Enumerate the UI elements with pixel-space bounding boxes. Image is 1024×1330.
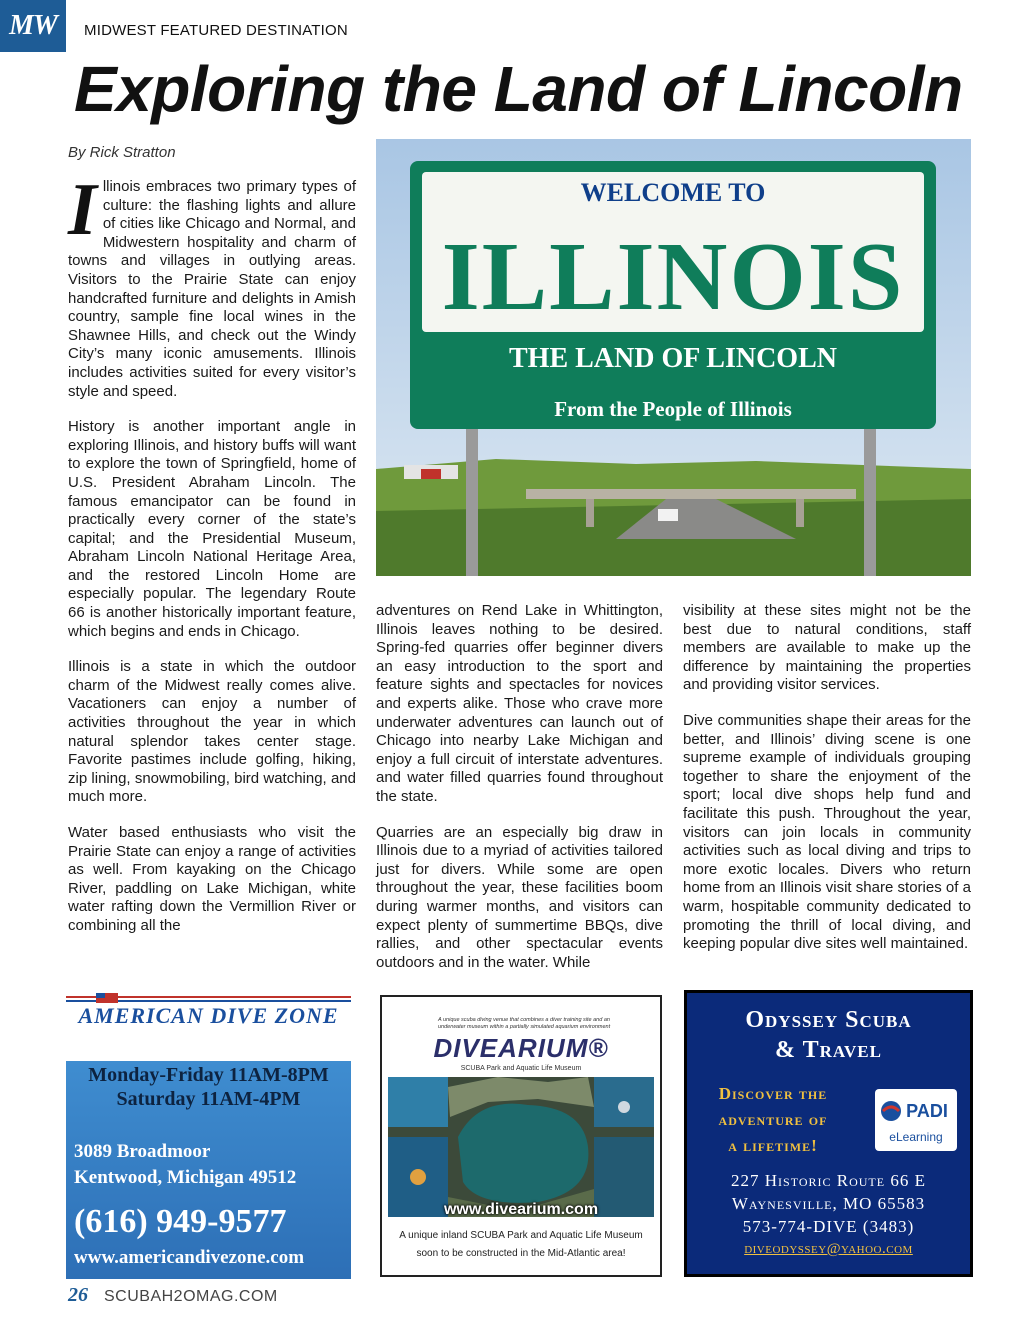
odyssey-scuba-ad[interactable] [684,990,973,1277]
hours-saturday: Saturday 11AM-4PM [116,1088,301,1110]
ad-website-link[interactable]: www.americandivezone.com [74,1247,305,1268]
bridge-pillar [796,499,804,527]
ad-phone: 573-774-DIVE (3483) [742,1217,915,1236]
padi-text: PADI [906,1101,948,1121]
address-city: Kentwood, Michigan 49512 [74,1167,297,1188]
article-paragraph [68,169,356,401]
article-column-3 [683,602,971,971]
ad-email-link[interactable]: diveodyssey@yahoo.com [744,1241,913,1257]
article-paragraph: Dive communities shape their areas for the better, and Illinois’ diving scene is one supreme example of individuals grouping together to share the enjoyment of the sport; local dive shops help fund and facilitate this push. Throughout the year, visitors can join locals in community activities such as local diving and trips to more exotic locales. Divers who return home from an Illinois visit share stories of a warm, hospitable community dedicated to promoting the thrill of local diving, and keeping popular dive sites well maintained. [683,711,971,953]
illinois-sign-photo [376,139,971,576]
ad-hours [66,1063,351,1111]
sign-text-lincoln: THE LAND OF LINCOLN [508,343,838,374]
sign-text-people: From the People of Illinois [554,397,792,421]
american-dive-zone-ad[interactable] [66,993,351,1279]
article-paragraph: Quarries are an especially big draw in Illinois due to a myriad of activities tailored just for divers. While some are open throughout the year, these facilities boom during warmer months, and visitors can expect plenty of summertime BBQs, dive rallies, and other spectacular events outdoors and in the water. While [376,823,663,971]
ad-brand [687,1005,970,1065]
sign-text-state: ILLINOIS [441,223,905,331]
article-paragraph: Water based enthusiasts who visit the Prairie State can enjoy a range of activities as well. From kayaking on the Chicago River, paddling on Lake Michigan, white water rafting down the Vermillion River or combining all the [68,824,356,934]
tagline-line: adventure of [718,1110,828,1129]
brand-line: & Travel [775,1037,882,1063]
ad-phone: (616) 949-9577 [74,1203,287,1240]
sign-post-right [864,409,876,576]
hours-weekday: Monday-Friday 11AM-8PM [88,1064,329,1086]
quarry-collage-image [388,1077,654,1217]
collage-tile [388,1077,448,1127]
article-paragraph: History is another important angle in exploring Illinois, and history buffs will want to explore the town of Springfield, home of U.S. President Abraham Lincoln. The famous emancipator can be found in practically every corner of the state’s capital; and the Presidential Museum, Abraham Lincoln National Heritage Area, and the restored Lincoln Home are especially popular. The legendary Route 66 is another historically important feature, which begins and ends in Chicago. [68,418,356,640]
sign-post-left [466,409,478,576]
flag-stripe-icon [66,993,351,1003]
coral [410,1169,426,1185]
ad-tagline [703,1081,843,1159]
ad-tagline: A unique scuba diving venue that combines a diver training site and an underwater museum within a partially simulated aquarium environment [438,1017,611,1030]
flag-canton [96,993,105,998]
bridge-pillar [586,499,594,527]
caption-line: soon to be constructed in the Mid-Atlantic area! [416,1248,626,1259]
brand-line: Odyssey Scuba [745,1007,912,1033]
article-title: Exploring the Land of Lincoln [74,53,963,125]
address-street: 3089 Broadmoor [74,1141,211,1162]
section-label: MIDWEST FEATURED DESTINATION [84,22,348,39]
padi-icon [875,1089,957,1151]
padi-logo [875,1089,957,1151]
drop-cap: I [68,169,97,251]
diver [618,1101,630,1113]
ad-address [74,1139,349,1191]
quarry-illustration [388,1077,654,1217]
divearium-logo: DIVEARIUM® [433,1033,609,1063]
byline: By Rick Stratton [68,144,176,161]
page-number: 26 [68,1284,88,1306]
address-city: Waynesville, MO 65583 [731,1194,926,1213]
truck [658,509,678,521]
tagline-line: Discover the [718,1084,828,1103]
divearium-ad[interactable] [380,995,662,1277]
address-street: 227 Historic Route 66 E [731,1171,926,1190]
article-column-2 [376,602,663,989]
elearning-text: eLearning [889,1130,943,1144]
truck-cab [421,469,441,479]
sign-text-welcome: WELCOME TO [580,178,766,207]
footer-site: SCUBAH2OMAG.COM [104,1288,278,1305]
article-column-1 [68,169,356,953]
ad-address [687,1169,970,1238]
ad-subtitle: SCUBA Park and Aquatic Life Museum [460,1065,582,1072]
article-paragraph: visibility at these sites might not be the best due to natural conditions, staff members are available to make up the difference by maintaining the properties and providing visitor services. [683,602,971,694]
caption-line: A unique inland SCUBA Park and Aquatic Life Museum [399,1230,643,1241]
ad-website-link[interactable]: www.divearium.com [443,1201,599,1218]
article-paragraph: Illinois is a state in which the outdoor charm of the Midwest really comes alive. Vacationers can enjoy a number of activities throughout the year in which natural splendor takes center stage. Favorite pastimes include golfing, hiking, zip lining, snowmobiling, bird watching, and much more. [68,658,356,806]
quarry-lake [458,1104,588,1203]
paragraph-text: llinois embraces two primary types of culture: the flashing lights and allure of cities like Chicago and Normal, and Midwestern hospitality and charm of towns and villages in outlying areas. Visitors to the Prairie State can enjoy handcrafted furniture and delights in Amish country, sample fine local wines in the Shawnee Hills, and check out the Windy City’s many iconic amusements. Illinois includes activities suited for every visitor’s style and speed. [68,178,356,400]
article-paragraph: adventures on Rend Lake in Whittington, Illinois leaves nothing to be desired. Spring-fed quarries offer beginner divers an easy introduction to the sport and feature sights and spectacles for novices and experts alike. Those who crave more underwater adventures can launch out of Chicago into nearby Lake Michigan and enjoy a full circuit of interstate adventures. and water filled quarries found throughout the state. [376,602,663,805]
overpass-bridge [526,489,856,499]
tagline-line: a lifetime! [728,1136,818,1155]
ad-brand: AMERICAN DIVE ZONE [78,1003,339,1028]
sign-illustration [376,139,971,576]
section-badge: MW [0,0,66,52]
ad-caption [386,1227,656,1263]
